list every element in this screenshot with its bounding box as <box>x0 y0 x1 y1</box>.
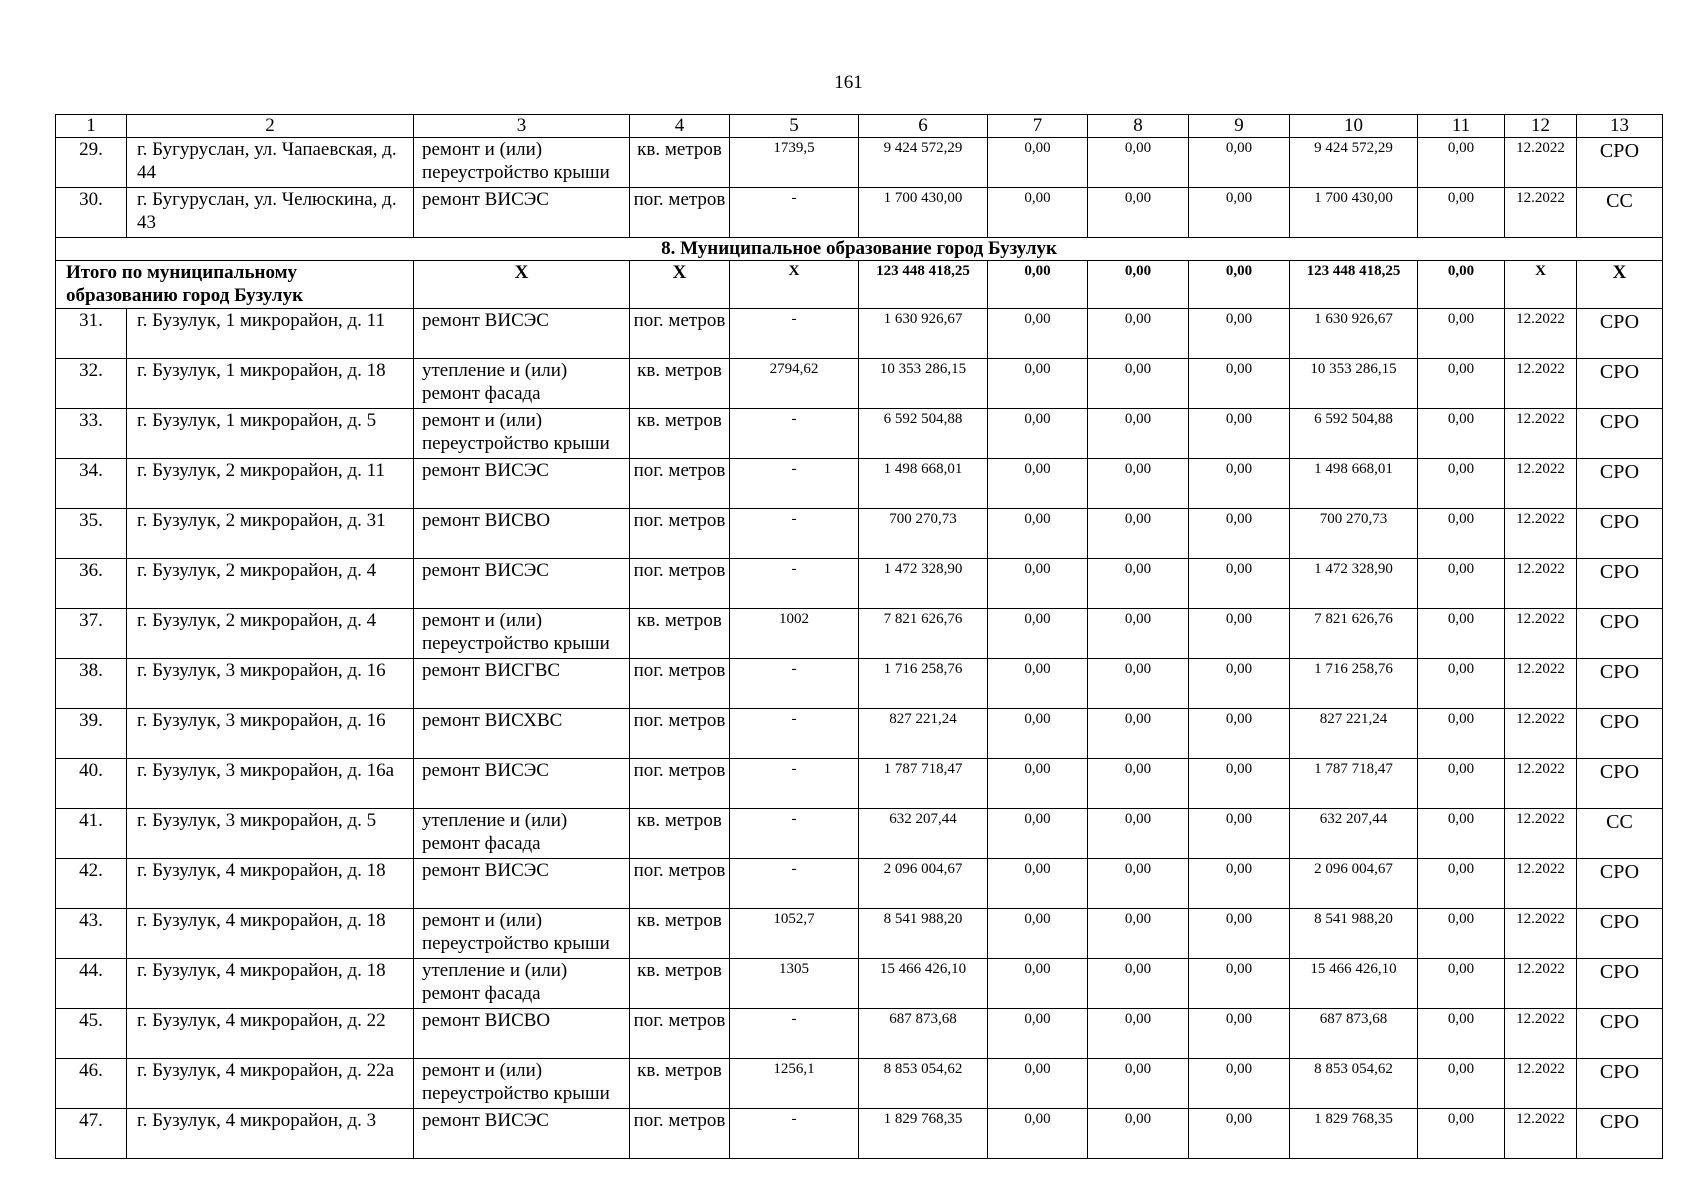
fund-cell: 0,00 <box>988 409 1088 459</box>
local-budget-cell: 0,00 <box>1189 609 1290 659</box>
fund-method-cell: СРО <box>1577 909 1663 959</box>
fund-method-cell: СРО <box>1577 1059 1663 1109</box>
completion-date-cell: 12.2022 <box>1505 309 1577 359</box>
fund-cell: 0,00 <box>988 459 1088 509</box>
unit-cell: пог. метров <box>630 1009 730 1059</box>
unit-cell: пог. метров <box>630 559 730 609</box>
address-cell: г. Бузулук, 1 микрорайон, д. 18 <box>127 359 414 409</box>
work-type-cell: ремонт ВИСВО <box>414 509 630 559</box>
unit-cell: кв. метров <box>630 138 730 188</box>
row-number: 37. <box>56 609 127 659</box>
owners-funds-cell: 1 498 668,01 <box>1290 459 1418 509</box>
owners-funds-cell: 8 853 054,62 <box>1290 1059 1418 1109</box>
quantity-cell: - <box>730 659 859 709</box>
completion-date-cell: 12.2022 <box>1505 1059 1577 1109</box>
completion-date-cell: 12.2022 <box>1505 809 1577 859</box>
local-budget-cell: 0,00 <box>1189 188 1290 238</box>
completion-date-cell: 12.2022 <box>1505 188 1577 238</box>
table-row <box>56 409 1663 459</box>
work-type-cell: ремонт ВИСХВС <box>414 709 630 759</box>
owners-funds-cell: 6 592 504,88 <box>1290 409 1418 459</box>
work-type-cell: утепление и (или) ремонт фасада <box>414 359 630 409</box>
column-header: 8 <box>1088 115 1189 138</box>
row-number: 46. <box>56 1059 127 1109</box>
total-col10: 123 448 418,25 <box>1290 261 1418 309</box>
quantity-cell: 2794,62 <box>730 359 859 409</box>
fund-method-cell: СРО <box>1577 559 1663 609</box>
fund-cell: 0,00 <box>988 609 1088 659</box>
column-header: 5 <box>730 115 859 138</box>
fund-method-cell: СС <box>1577 809 1663 859</box>
total-cost-cell: 1 700 430,00 <box>859 188 988 238</box>
unit-cell: кв. метров <box>630 909 730 959</box>
table-row <box>56 188 1663 238</box>
local-budget-cell: 0,00 <box>1189 959 1290 1009</box>
table-row <box>56 909 1663 959</box>
total-cost-cell: 1 630 926,67 <box>859 309 988 359</box>
repair-program-table <box>55 114 1663 1159</box>
total-col5: Х <box>730 261 859 309</box>
total-col3: Х <box>414 261 630 309</box>
completion-date-cell: 12.2022 <box>1505 909 1577 959</box>
table-row <box>56 359 1663 409</box>
budget-cell: 0,00 <box>1088 859 1189 909</box>
local-budget-cell: 0,00 <box>1189 759 1290 809</box>
fund-cell: 0,00 <box>988 759 1088 809</box>
fund-method-cell: СРО <box>1577 859 1663 909</box>
completion-date-cell: 12.2022 <box>1505 859 1577 909</box>
other-funds-cell: 0,00 <box>1418 359 1505 409</box>
unit-cell: кв. метров <box>630 1059 730 1109</box>
other-funds-cell: 0,00 <box>1418 188 1505 238</box>
owners-funds-cell: 1 472 328,90 <box>1290 559 1418 609</box>
total-cost-cell: 10 353 286,15 <box>859 359 988 409</box>
table-row <box>56 509 1663 559</box>
column-header: 7 <box>988 115 1088 138</box>
other-funds-cell: 0,00 <box>1418 559 1505 609</box>
budget-cell: 0,00 <box>1088 309 1189 359</box>
address-cell: г. Бузулук, 4 микрорайон, д. 18 <box>127 909 414 959</box>
address-cell: г. Бузулук, 3 микрорайон, д. 16а <box>127 759 414 809</box>
fund-method-cell: СРО <box>1577 1009 1663 1059</box>
address-cell: г. Бузулук, 4 микрорайон, д. 22а <box>127 1059 414 1109</box>
local-budget-cell: 0,00 <box>1189 1109 1290 1159</box>
completion-date-cell: 12.2022 <box>1505 138 1577 188</box>
budget-cell: 0,00 <box>1088 1009 1189 1059</box>
row-number: 42. <box>56 859 127 909</box>
other-funds-cell: 0,00 <box>1418 509 1505 559</box>
column-header: 1 <box>56 115 127 138</box>
quantity-cell: 1256,1 <box>730 1059 859 1109</box>
owners-funds-cell: 827 221,24 <box>1290 709 1418 759</box>
local-budget-cell: 0,00 <box>1189 559 1290 609</box>
unit-cell: пог. метров <box>630 309 730 359</box>
row-number: 39. <box>56 709 127 759</box>
budget-cell: 0,00 <box>1088 659 1189 709</box>
row-number: 34. <box>56 459 127 509</box>
quantity-cell: - <box>730 1009 859 1059</box>
work-type-cell: ремонт и (или) переустройство крыши <box>414 409 630 459</box>
total-col13: Х <box>1577 261 1663 309</box>
other-funds-cell: 0,00 <box>1418 909 1505 959</box>
fund-method-cell: СРО <box>1577 659 1663 709</box>
work-type-cell: ремонт ВИСЭС <box>414 188 630 238</box>
row-number: 31. <box>56 309 127 359</box>
completion-date-cell: 12.2022 <box>1505 1009 1577 1059</box>
fund-method-cell: СРО <box>1577 409 1663 459</box>
work-type-cell: ремонт ВИСГВС <box>414 659 630 709</box>
fund-cell: 0,00 <box>988 1009 1088 1059</box>
owners-funds-cell: 1 829 768,35 <box>1290 1109 1418 1159</box>
work-type-cell: ремонт ВИСЭС <box>414 759 630 809</box>
owners-funds-cell: 700 270,73 <box>1290 509 1418 559</box>
fund-cell: 0,00 <box>988 659 1088 709</box>
unit-cell: кв. метров <box>630 959 730 1009</box>
total-cost-cell: 6 592 504,88 <box>859 409 988 459</box>
fund-method-cell: СРО <box>1577 1109 1663 1159</box>
unit-cell: пог. метров <box>630 459 730 509</box>
owners-funds-cell: 1 630 926,67 <box>1290 309 1418 359</box>
fund-cell: 0,00 <box>988 1059 1088 1109</box>
total-cost-cell: 1 716 258,76 <box>859 659 988 709</box>
fund-cell: 0,00 <box>988 359 1088 409</box>
municipality-total-row <box>56 261 1663 309</box>
table-row <box>56 859 1663 909</box>
total-label: Итого по муниципальному образованию город Бузулук <box>56 261 414 309</box>
budget-cell: 0,00 <box>1088 909 1189 959</box>
total-cost-cell: 9 424 572,29 <box>859 138 988 188</box>
work-type-cell: утепление и (или) ремонт фасада <box>414 959 630 1009</box>
local-budget-cell: 0,00 <box>1189 409 1290 459</box>
address-cell: г. Бузулук, 4 микрорайон, д. 18 <box>127 859 414 909</box>
owners-funds-cell: 10 353 286,15 <box>1290 359 1418 409</box>
unit-cell: пог. метров <box>630 859 730 909</box>
column-number-header <box>56 115 1663 138</box>
column-header: 9 <box>1189 115 1290 138</box>
fund-method-cell: СРО <box>1577 959 1663 1009</box>
local-budget-cell: 0,00 <box>1189 709 1290 759</box>
other-funds-cell: 0,00 <box>1418 1059 1505 1109</box>
budget-cell: 0,00 <box>1088 709 1189 759</box>
work-type-cell: ремонт ВИСЭС <box>414 859 630 909</box>
fund-cell: 0,00 <box>988 959 1088 1009</box>
table-row <box>56 1109 1663 1159</box>
budget-cell: 0,00 <box>1088 609 1189 659</box>
other-funds-cell: 0,00 <box>1418 1109 1505 1159</box>
row-number: 30. <box>56 188 127 238</box>
row-number: 32. <box>56 359 127 409</box>
section-header-row <box>56 238 1663 261</box>
local-budget-cell: 0,00 <box>1189 1009 1290 1059</box>
quantity-cell: 1002 <box>730 609 859 659</box>
work-type-cell: ремонт ВИСЭС <box>414 309 630 359</box>
column-header: 12 <box>1505 115 1577 138</box>
owners-funds-cell: 9 424 572,29 <box>1290 138 1418 188</box>
completion-date-cell: 12.2022 <box>1505 359 1577 409</box>
budget-cell: 0,00 <box>1088 409 1189 459</box>
table-row <box>56 138 1663 188</box>
total-cost-cell: 1 829 768,35 <box>859 1109 988 1159</box>
quantity-cell: 1739,5 <box>730 138 859 188</box>
address-cell: г. Бузулук, 2 микрорайон, д. 11 <box>127 459 414 509</box>
table-row <box>56 659 1663 709</box>
budget-cell: 0,00 <box>1088 459 1189 509</box>
fund-method-cell: СРО <box>1577 138 1663 188</box>
completion-date-cell: 12.2022 <box>1505 659 1577 709</box>
local-budget-cell: 0,00 <box>1189 809 1290 859</box>
table-row <box>56 559 1663 609</box>
fund-cell: 0,00 <box>988 509 1088 559</box>
total-cost-cell: 1 472 328,90 <box>859 559 988 609</box>
owners-funds-cell: 632 207,44 <box>1290 809 1418 859</box>
local-budget-cell: 0,00 <box>1189 359 1290 409</box>
work-type-cell: ремонт ВИСЭС <box>414 559 630 609</box>
address-cell: г. Бузулук, 2 микрорайон, д. 31 <box>127 509 414 559</box>
budget-cell: 0,00 <box>1088 559 1189 609</box>
completion-date-cell: 12.2022 <box>1505 709 1577 759</box>
fund-cell: 0,00 <box>988 709 1088 759</box>
address-cell: г. Бузулук, 4 микрорайон, д. 22 <box>127 1009 414 1059</box>
owners-funds-cell: 1 716 258,76 <box>1290 659 1418 709</box>
row-number: 43. <box>56 909 127 959</box>
fund-cell: 0,00 <box>988 859 1088 909</box>
completion-date-cell: 12.2022 <box>1505 559 1577 609</box>
page-number: 161 <box>834 72 863 93</box>
local-budget-cell: 0,00 <box>1189 909 1290 959</box>
local-budget-cell: 0,00 <box>1189 1059 1290 1109</box>
fund-cell: 0,00 <box>988 1109 1088 1159</box>
local-budget-cell: 0,00 <box>1189 859 1290 909</box>
total-cost-cell: 8 853 054,62 <box>859 1059 988 1109</box>
address-cell: г. Бузулук, 4 микрорайон, д. 3 <box>127 1109 414 1159</box>
other-funds-cell: 0,00 <box>1418 138 1505 188</box>
owners-funds-cell: 8 541 988,20 <box>1290 909 1418 959</box>
total-cost-cell: 1 787 718,47 <box>859 759 988 809</box>
owners-funds-cell: 1 787 718,47 <box>1290 759 1418 809</box>
budget-cell: 0,00 <box>1088 1109 1189 1159</box>
address-cell: г. Бузулук, 3 микрорайон, д. 16 <box>127 659 414 709</box>
address-cell: г. Бузулук, 4 микрорайон, д. 18 <box>127 959 414 1009</box>
address-cell: г. Бузулук, 3 микрорайон, д. 16 <box>127 709 414 759</box>
quantity-cell: - <box>730 188 859 238</box>
owners-funds-cell: 15 466 426,10 <box>1290 959 1418 1009</box>
table-row <box>56 809 1663 859</box>
fund-cell: 0,00 <box>988 309 1088 359</box>
work-type-cell: ремонт и (или) переустройство крыши <box>414 909 630 959</box>
budget-cell: 0,00 <box>1088 759 1189 809</box>
work-type-cell: ремонт ВИСЭС <box>414 459 630 509</box>
total-cost-cell: 700 270,73 <box>859 509 988 559</box>
other-funds-cell: 0,00 <box>1418 1009 1505 1059</box>
work-type-cell: утепление и (или) ремонт фасада <box>414 809 630 859</box>
other-funds-cell: 0,00 <box>1418 309 1505 359</box>
budget-cell: 0,00 <box>1088 809 1189 859</box>
other-funds-cell: 0,00 <box>1418 659 1505 709</box>
budget-cell: 0,00 <box>1088 188 1189 238</box>
fund-cell: 0,00 <box>988 809 1088 859</box>
completion-date-cell: 12.2022 <box>1505 959 1577 1009</box>
row-number: 38. <box>56 659 127 709</box>
total-cost-cell: 7 821 626,76 <box>859 609 988 659</box>
total-col4: Х <box>630 261 730 309</box>
work-type-cell: ремонт и (или) переустройство крыши <box>414 138 630 188</box>
owners-funds-cell: 1 700 430,00 <box>1290 188 1418 238</box>
budget-cell: 0,00 <box>1088 1059 1189 1109</box>
total-cost-cell: 687 873,68 <box>859 1009 988 1059</box>
total-col8: 0,00 <box>1088 261 1189 309</box>
work-type-cell: ремонт ВИСВО <box>414 1009 630 1059</box>
owners-funds-cell: 7 821 626,76 <box>1290 609 1418 659</box>
fund-cell: 0,00 <box>988 138 1088 188</box>
row-number: 40. <box>56 759 127 809</box>
table-row <box>56 959 1663 1009</box>
total-cost-cell: 827 221,24 <box>859 709 988 759</box>
total-col7: 0,00 <box>988 261 1088 309</box>
other-funds-cell: 0,00 <box>1418 809 1505 859</box>
quantity-cell: 1305 <box>730 959 859 1009</box>
local-budget-cell: 0,00 <box>1189 138 1290 188</box>
table-row <box>56 609 1663 659</box>
owners-funds-cell: 687 873,68 <box>1290 1009 1418 1059</box>
other-funds-cell: 0,00 <box>1418 959 1505 1009</box>
fund-method-cell: СРО <box>1577 459 1663 509</box>
local-budget-cell: 0,00 <box>1189 509 1290 559</box>
quantity-cell: - <box>730 409 859 459</box>
address-cell: г. Бузулук, 2 микрорайон, д. 4 <box>127 609 414 659</box>
fund-method-cell: СРО <box>1577 759 1663 809</box>
unit-cell: пог. метров <box>630 509 730 559</box>
column-header: 4 <box>630 115 730 138</box>
unit-cell: пог. метров <box>630 1109 730 1159</box>
local-budget-cell: 0,00 <box>1189 309 1290 359</box>
row-number: 35. <box>56 509 127 559</box>
row-number: 33. <box>56 409 127 459</box>
table-row <box>56 309 1663 359</box>
other-funds-cell: 0,00 <box>1418 409 1505 459</box>
row-number: 29. <box>56 138 127 188</box>
completion-date-cell: 12.2022 <box>1505 759 1577 809</box>
row-number: 44. <box>56 959 127 1009</box>
column-header: 6 <box>859 115 988 138</box>
total-cost: 123 448 418,25 <box>859 261 988 309</box>
column-header: 13 <box>1577 115 1663 138</box>
quantity-cell: - <box>730 309 859 359</box>
completion-date-cell: 12.2022 <box>1505 609 1577 659</box>
local-budget-cell: 0,00 <box>1189 459 1290 509</box>
work-type-cell: ремонт ВИСЭС <box>414 1109 630 1159</box>
table-row <box>56 1009 1663 1059</box>
fund-cell: 0,00 <box>988 188 1088 238</box>
row-number: 41. <box>56 809 127 859</box>
unit-cell: пог. метров <box>630 188 730 238</box>
unit-cell: кв. метров <box>630 409 730 459</box>
table-body <box>56 115 1663 1159</box>
column-header: 3 <box>414 115 630 138</box>
section-title: 8. Муниципальное образование город Бузулук <box>56 238 1663 261</box>
column-header: 11 <box>1418 115 1505 138</box>
unit-cell: кв. метров <box>630 359 730 409</box>
total-cost-cell: 8 541 988,20 <box>859 909 988 959</box>
address-cell: г. Бугуруслан, ул. Челюскина, д. 43 <box>127 188 414 238</box>
address-cell: г. Бузулук, 1 микрорайон, д. 5 <box>127 409 414 459</box>
quantity-cell: - <box>730 559 859 609</box>
table-row <box>56 709 1663 759</box>
unit-cell: пог. метров <box>630 709 730 759</box>
quantity-cell: - <box>730 1109 859 1159</box>
budget-cell: 0,00 <box>1088 359 1189 409</box>
local-budget-cell: 0,00 <box>1189 659 1290 709</box>
unit-cell: пог. метров <box>630 659 730 709</box>
total-col11: 0,00 <box>1418 261 1505 309</box>
row-number: 45. <box>56 1009 127 1059</box>
quantity-cell: 1052,7 <box>730 909 859 959</box>
budget-cell: 0,00 <box>1088 959 1189 1009</box>
budget-cell: 0,00 <box>1088 509 1189 559</box>
completion-date-cell: 12.2022 <box>1505 459 1577 509</box>
unit-cell: кв. метров <box>630 809 730 859</box>
budget-cell: 0,00 <box>1088 138 1189 188</box>
row-number: 36. <box>56 559 127 609</box>
total-cost-cell: 2 096 004,67 <box>859 859 988 909</box>
fund-cell: 0,00 <box>988 909 1088 959</box>
fund-method-cell: СРО <box>1577 709 1663 759</box>
table-row <box>56 459 1663 509</box>
completion-date-cell: 12.2022 <box>1505 409 1577 459</box>
owners-funds-cell: 2 096 004,67 <box>1290 859 1418 909</box>
other-funds-cell: 0,00 <box>1418 709 1505 759</box>
total-col12: Х <box>1505 261 1577 309</box>
other-funds-cell: 0,00 <box>1418 459 1505 509</box>
unit-cell: кв. метров <box>630 609 730 659</box>
quantity-cell: - <box>730 459 859 509</box>
total-cost-cell: 632 207,44 <box>859 809 988 859</box>
total-cost-cell: 1 498 668,01 <box>859 459 988 509</box>
total-col9: 0,00 <box>1189 261 1290 309</box>
fund-method-cell: СС <box>1577 188 1663 238</box>
quantity-cell: - <box>730 759 859 809</box>
fund-cell: 0,00 <box>988 559 1088 609</box>
fund-method-cell: СРО <box>1577 509 1663 559</box>
fund-method-cell: СРО <box>1577 359 1663 409</box>
quantity-cell: - <box>730 859 859 909</box>
unit-cell: пог. метров <box>630 759 730 809</box>
work-type-cell: ремонт и (или) переустройство крыши <box>414 609 630 659</box>
total-cost-cell: 15 466 426,10 <box>859 959 988 1009</box>
table-row <box>56 1059 1663 1109</box>
quantity-cell: - <box>730 709 859 759</box>
other-funds-cell: 0,00 <box>1418 859 1505 909</box>
address-cell: г. Бузулук, 1 микрорайон, д. 11 <box>127 309 414 359</box>
address-cell: г. Бугуруслан, ул. Чапаевская, д. 44 <box>127 138 414 188</box>
fund-method-cell: СРО <box>1577 309 1663 359</box>
address-cell: г. Бузулук, 2 микрорайон, д. 4 <box>127 559 414 609</box>
table-row <box>56 759 1663 809</box>
other-funds-cell: 0,00 <box>1418 609 1505 659</box>
other-funds-cell: 0,00 <box>1418 759 1505 809</box>
fund-method-cell: СРО <box>1577 609 1663 659</box>
column-header: 10 <box>1290 115 1418 138</box>
quantity-cell: - <box>730 509 859 559</box>
work-type-cell: ремонт и (или) переустройство крыши <box>414 1059 630 1109</box>
address-cell: г. Бузулук, 3 микрорайон, д. 5 <box>127 809 414 859</box>
quantity-cell: - <box>730 809 859 859</box>
completion-date-cell: 12.2022 <box>1505 1109 1577 1159</box>
column-header: 2 <box>127 115 414 138</box>
row-number: 47. <box>56 1109 127 1159</box>
completion-date-cell: 12.2022 <box>1505 509 1577 559</box>
